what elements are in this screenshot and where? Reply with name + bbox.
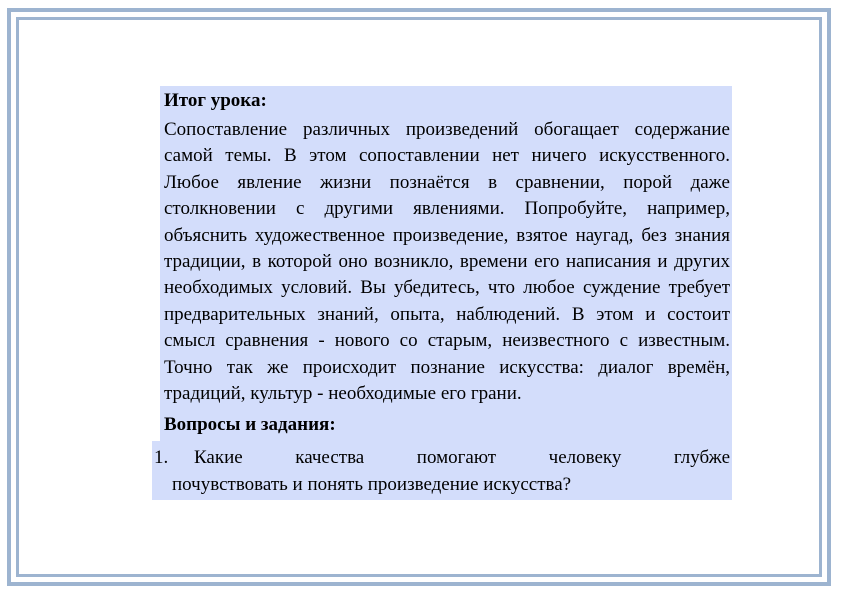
question-text-line1: Какие качества помогают человеку глубже [194,447,730,469]
summary-paragraph: Сопоставление различных произведений обогащает содержание самой темы. В этом сопоставлении нет ничего искусственного. Любое явление жизни познаётся в сравнении, порой даже столкновении с другими явлениями. Попробуйте, например, объяснить художественное произведение, взятое наугад, без знания традиции, в которой оно возникло, времени его написания и других необходимых условий. Вы убедитесь, что любое суждение требует предварительных знаний, опыта, наблюдений. В этом и состоит смысл сравнения - нового со старым, неизвестного с известным. Точно так же происходит познание искусства: диалог времён, традиций, культур - необходимые его грани. [164,119,730,405]
slide-content [154,86,732,500]
question-text-line2: почувствовать и понять произведение искусства? [172,473,572,495]
question-number: 1. [154,447,169,469]
question-item [154,445,730,471]
summary-heading: Итог урока: [164,90,267,111]
questions-list [152,441,732,500]
questions-heading: Вопросы и задания: [164,414,336,436]
summary-block [160,86,732,441]
